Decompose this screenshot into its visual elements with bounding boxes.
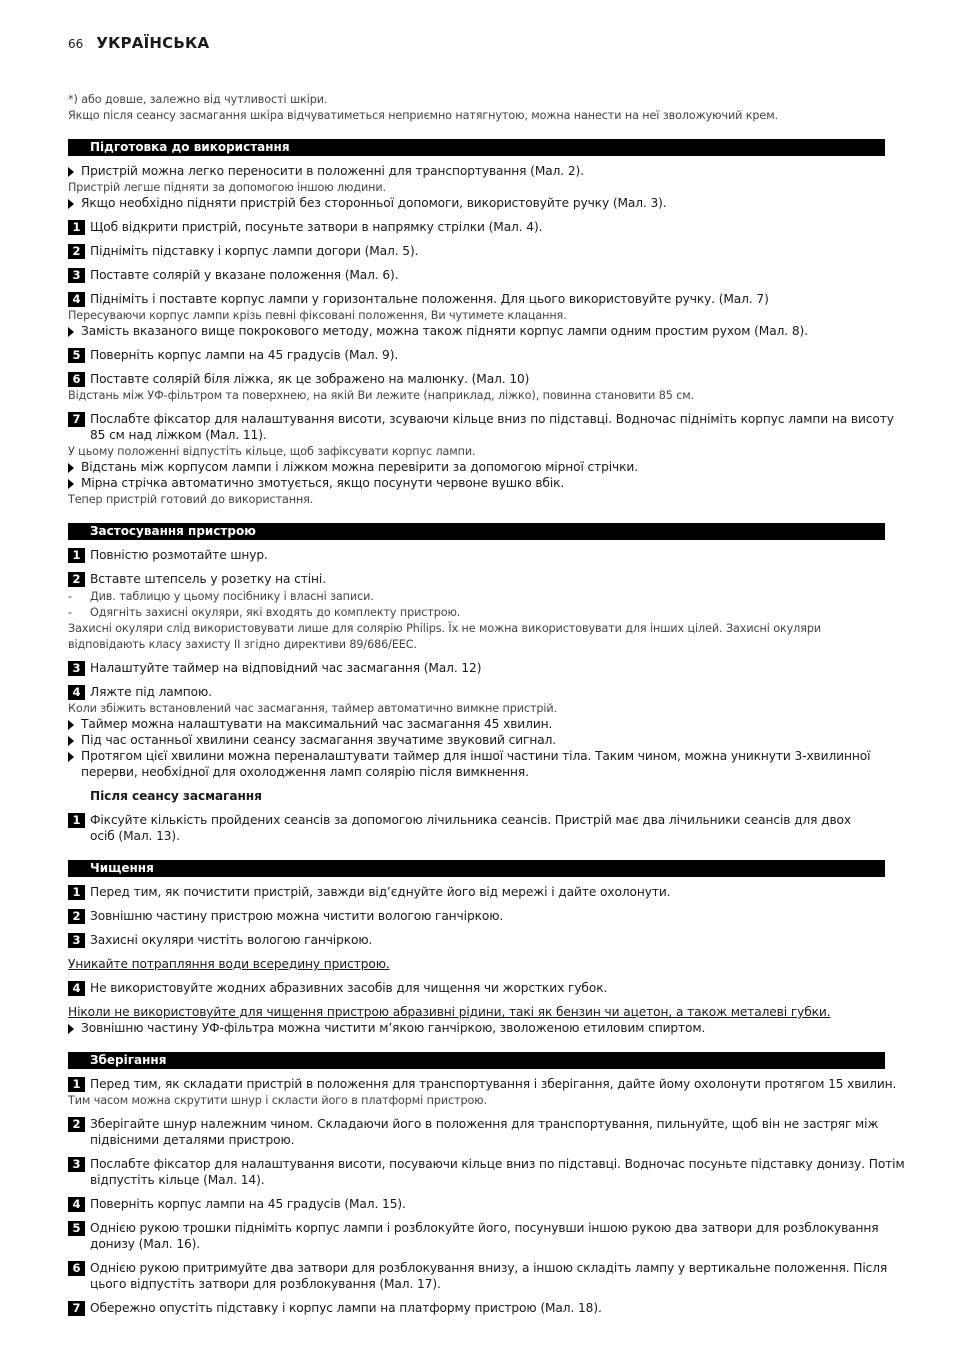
step-item: 4 Підніміть і поставте корпус лампи у горизонтальне положення. Для цього використовуйте ручку. (Мал. 7) (68, 292, 769, 307)
step-item: 1 Перед тим, як складати пристрій в положення для транспортування і зберігання, дайте йому охолонути протягом 15 хвилин. (68, 1077, 896, 1092)
bullet-item: Зовнішню частину УФ-фільтра можна чистити м’якою ганчіркою, зволоженою етиловим спиртом. (68, 1021, 705, 1036)
bullet-item: Мірна стрічка автоматично змотується, якщо посунути червоне вушко вбік. (68, 476, 564, 491)
dash-item: - Див. таблицю у цьому посібнику і власні записи. (68, 590, 374, 603)
step-number: 4 (68, 292, 85, 307)
step-number: 7 (68, 412, 85, 427)
step-item: 6 Поставте солярій біля ліжка, як це зображено на малюнку. (Мал. 10) (68, 372, 529, 387)
step-number: 1 (68, 1077, 85, 1092)
bullet-item: Протягом цієї хвилини можна переналаштувати таймер для іншої частини тіла. Таким чином, можна уникнути 3-хвилинної (68, 749, 870, 764)
step-item: 2 Зовнішню частину пристрою можна чистити вологою ганчіркою. (68, 909, 503, 924)
note-text: Коли збіжить встановлений час засмагання, таймер автоматично вимкне пристрій. (68, 702, 558, 715)
note-text: *) або довше, залежно від чутливості шкіри. (68, 93, 328, 106)
step-continuation: донизу (Мал. 16). (90, 1237, 201, 1251)
note-text: Тепер пристрій готовий до використання. (68, 493, 314, 506)
step-number: 6 (68, 1261, 85, 1276)
step-item: 5 Однією рукою трошки підніміть корпус лампи і розблокуйте його, посунувши іншою рукою два затвори для розблокування (68, 1221, 879, 1236)
step-number: 6 (68, 372, 85, 387)
bullet-item: Якщо необхідно підняти пристрій без сторонньої допомоги, використовуйте ручку (Мал. 3). (68, 196, 667, 211)
bullet-triangle-icon (68, 736, 74, 746)
note-text: Відстань між УФ-фільтром та поверхнею, на якій Ви лежите (наприклад, ліжко), повинна становити 85 см. (68, 389, 695, 402)
bullet-triangle-icon (68, 199, 74, 209)
step-item: 4 Ляжте під лампою. (68, 685, 212, 700)
step-continuation: підвісними деталями пристрою. (90, 1133, 295, 1147)
page-header (68, 33, 209, 52)
warning-text: Ніколи не використовуйте для чищення пристрою абразивні рідини, такі як бензин чи ацетон, а також металеві губки. (68, 1005, 831, 1019)
bullet-triangle-icon (68, 720, 74, 730)
bullet-triangle-icon (68, 752, 74, 762)
step-item: 3 Поставте солярій у вказане положення (Мал. 6). (68, 268, 398, 283)
dash-marker: - (68, 606, 72, 619)
warning-text: Уникайте потрапляння води всередину пристрою. (68, 957, 390, 971)
note-text: Тим часом можна скрутити шнур і скласти його в платформі пристрою. (68, 1094, 487, 1107)
step-number: 5 (68, 348, 85, 363)
step-item: 1 Повністю розмотайте шнур. (68, 548, 268, 563)
step-item: 4 Не використовуйте жодних абразивних засобів для чищення чи жорстких губок. (68, 981, 607, 996)
step-number: 2 (68, 572, 85, 587)
step-item: 1 Щоб відкрити пристрій, посуньте затвори в напрямку стрілки (Мал. 4). (68, 220, 542, 235)
bullet-item: Замість вказаного вище покрокового методу, можна також підняти корпус лампи одним простим рухом (Мал. 8). (68, 324, 808, 339)
bullet-item: Таймер можна налаштувати на максимальний час засмагання 45 хвилин. (68, 717, 552, 732)
bullet-triangle-icon (68, 327, 74, 337)
step-item: 2 Підніміть підставку і корпус лампи догори (Мал. 5). (68, 244, 418, 259)
step-item: 1 Фіксуйте кількість пройдених сеансів за допомогою лічильника сеансів. Пристрій має два лічильники сеансів для двох (68, 813, 851, 828)
step-item: 3 Налаштуйте таймер на відповідний час засмагання (Мал. 12) (68, 661, 481, 676)
step-number: 3 (68, 1157, 85, 1172)
note-text: У цьому положенні відпустіть кільце, щоб зафіксувати корпус лампи. (68, 445, 476, 458)
step-number: 4 (68, 685, 85, 700)
step-continuation: цього відпустіть затвори для розблокування (Мал. 17). (90, 1277, 441, 1291)
step-item: 2 Зберігайте шнур належним чином. Складаючи його в положення для транспортування, пильнуйте, щоб він не застряг між (68, 1117, 878, 1132)
bullet-triangle-icon (68, 463, 74, 473)
step-item: 7 Обережно опустіть підставку і корпус лампи на платформу пристрою (Мал. 18). (68, 1301, 602, 1316)
bullet-item: Під час останньої хвилини сеансу засмагання звучатиме звуковий сигнал. (68, 733, 556, 748)
bullet-continuation: перерви, необхідної для охолодження ламп солярію після вимкнення. (81, 765, 529, 779)
step-number: 1 (68, 220, 85, 235)
step-item: 7 Послабте фіксатор для налаштування висоти, зсуваючи кільце вниз по підставці. Водночас підніміть корпус лампи на висоту (68, 412, 894, 427)
step-continuation: осіб (Мал. 13). (90, 829, 180, 843)
bullet-item: Відстань між корпусом лампи і ліжком можна перевірити за допомогою мірної стрічки. (68, 460, 638, 475)
page-number: 66 (68, 37, 84, 51)
bullet-triangle-icon (68, 167, 74, 177)
section-heading: Чищення (68, 860, 885, 877)
step-number: 2 (68, 244, 85, 259)
step-number: 1 (68, 813, 85, 828)
step-number: 2 (68, 909, 85, 924)
step-number: 1 (68, 548, 85, 563)
note-text: відповідають класу захисту II згідно директиви 89/686/EEC. (68, 638, 417, 651)
step-item: 4 Поверніть корпус лампи на 45 градусів (Мал. 15). (68, 1197, 406, 1212)
step-item: 3 Захисні окуляри чистіть вологою ганчіркою. (68, 933, 372, 948)
step-continuation: відпустіть кільце (Мал. 14). (90, 1173, 265, 1187)
note-text: Захисні окуляри слід використовувати лише для солярію Philips. Їх не можна використовувати для інших цілей. Захисні окуляри (68, 622, 821, 635)
step-continuation: 85 см над ліжком (Мал. 11). (90, 428, 267, 442)
note-text: Пристрій легше підняти за допомогою іншою людини. (68, 181, 386, 194)
step-number: 3 (68, 933, 85, 948)
step-item: 1 Перед тим, як почистити пристрій, завжди від’єднуйте його від мережі і дайте охолонути. (68, 885, 670, 900)
bullet-triangle-icon (68, 1024, 74, 1034)
language-title: УКРАЇНСЬКА (96, 34, 210, 52)
step-number: 1 (68, 885, 85, 900)
step-item: 3 Послабте фіксатор для налаштування висоти, посуваючи кільце вниз по підставці. Водночас посуньте підставку донизу. Потім (68, 1157, 905, 1172)
section-heading: Зберігання (68, 1052, 885, 1069)
step-item: 5 Поверніть корпус лампи на 45 градусів (Мал. 9). (68, 348, 398, 363)
step-item: 2 Вставте штепсель у розетку на стіні. (68, 572, 326, 587)
step-item: 6 Однією рукою притримуйте два затвори для розблокування внизу, а іншою складіть лампу у вертикальне положення. Після (68, 1261, 887, 1276)
step-number: 3 (68, 268, 85, 283)
step-number: 4 (68, 981, 85, 996)
step-number: 5 (68, 1221, 85, 1236)
step-number: 4 (68, 1197, 85, 1212)
bullet-item: Пристрій можна легко переносити в положенні для транспортування (Мал. 2). (68, 164, 584, 179)
bullet-triangle-icon (68, 479, 74, 489)
step-number: 2 (68, 1117, 85, 1132)
section-heading: Підготовка до використання (68, 139, 885, 156)
step-number: 3 (68, 661, 85, 676)
note-text: Якщо після сеансу засмагання шкіра відчуватиметься неприємно натягнутою, можна нанести на неї зволожуючий крем. (68, 109, 778, 122)
step-number: 7 (68, 1301, 85, 1316)
note-text: Пересуваючи корпус лампи крізь певні фіксовані положення, Ви чутимете клацання. (68, 309, 567, 322)
dash-marker: - (68, 590, 72, 603)
dash-item: - Одягніть захисні окуляри, які входять до комплекту пристрою. (68, 606, 461, 619)
section-heading: Застосування пристрою (68, 523, 885, 540)
subsection-heading: Після сеансу засмагання (90, 789, 262, 803)
